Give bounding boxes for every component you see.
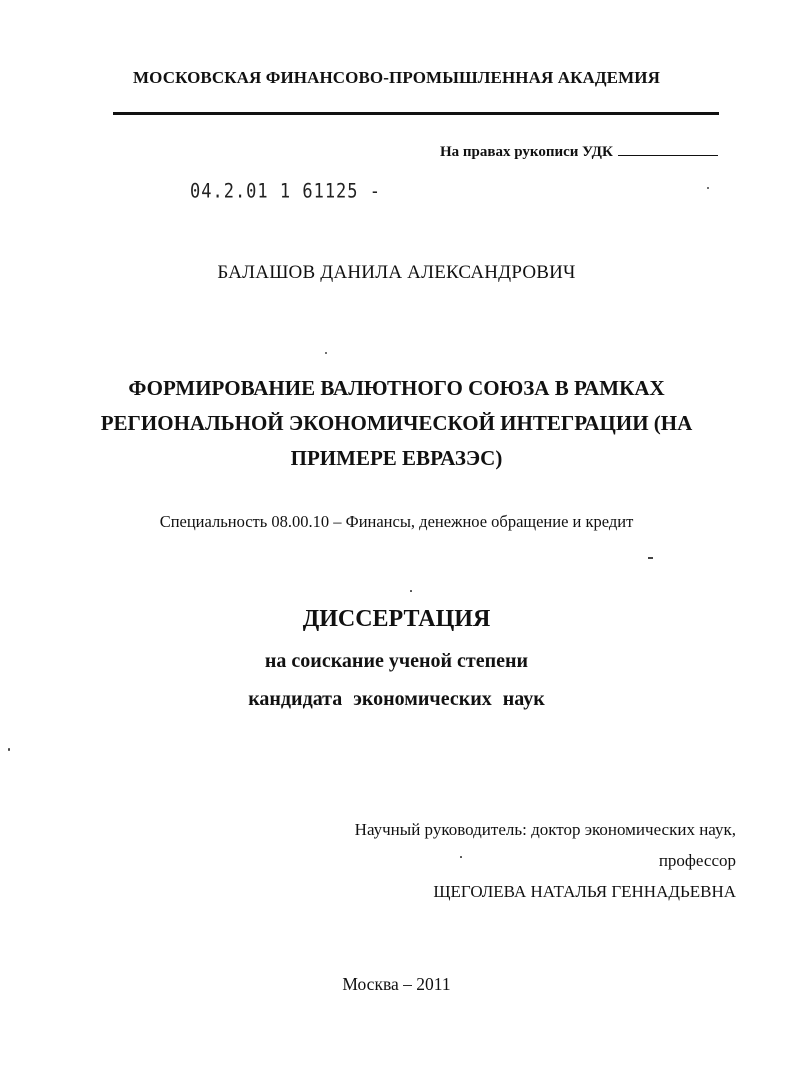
author-name: БАЛАШОВ ДАНИЛА АЛЕКСАНДРОВИЧ bbox=[217, 262, 576, 283]
manuscript-label: На правах рукописи УДК bbox=[440, 144, 613, 160]
scan-speck bbox=[8, 748, 10, 751]
header-divider bbox=[113, 112, 719, 115]
academy-name: МОСКОВСКАЯ ФИНАНСОВО-ПРОМЫШЛЕННАЯ АКАДЕМИЯ bbox=[133, 68, 660, 87]
dissertation-title bbox=[0, 371, 793, 476]
scan-speck bbox=[325, 352, 327, 354]
specialty: Специальность 08.00.10 – Финансы, денежное обращение и кредит bbox=[159, 512, 634, 531]
city-year: Москва – 2011 bbox=[342, 974, 451, 994]
registration-stamp: 04.2.01 1 61125 - bbox=[190, 180, 381, 203]
title-line-3: ПРИМЕРЕ ЕВРАЗЭС) bbox=[290, 446, 503, 470]
scan-speck bbox=[707, 187, 709, 189]
scan-speck bbox=[460, 856, 462, 858]
scan-speck bbox=[410, 590, 412, 592]
supervisor-rank: профессор bbox=[658, 851, 736, 870]
udk-blank-field bbox=[618, 141, 718, 156]
scan-speck bbox=[648, 557, 653, 559]
title-line-2: РЕГИОНАЛЬНОЙ ЭКОНОМИЧЕСКОЙ ИНТЕГРАЦИИ (НА bbox=[100, 411, 693, 435]
supervisor-name: ЩЕГОЛЕВА НАТАЛЬЯ ГЕННАДЬЕВНА bbox=[433, 882, 736, 901]
manuscript-udk-line bbox=[440, 141, 718, 161]
dissertation-heading: ДИССЕРТАЦИЯ bbox=[302, 606, 491, 632]
degree-line-1: на соискание ученой степени bbox=[264, 650, 529, 672]
degree-line-2: кандидата экономических наук bbox=[248, 688, 545, 710]
supervisor-title: Научный руководитель: доктор экономических наук, bbox=[354, 820, 736, 839]
title-line-1: ФОРМИРОВАНИЕ ВАЛЮТНОГО СОЮЗА В РАМКАХ bbox=[128, 376, 665, 400]
